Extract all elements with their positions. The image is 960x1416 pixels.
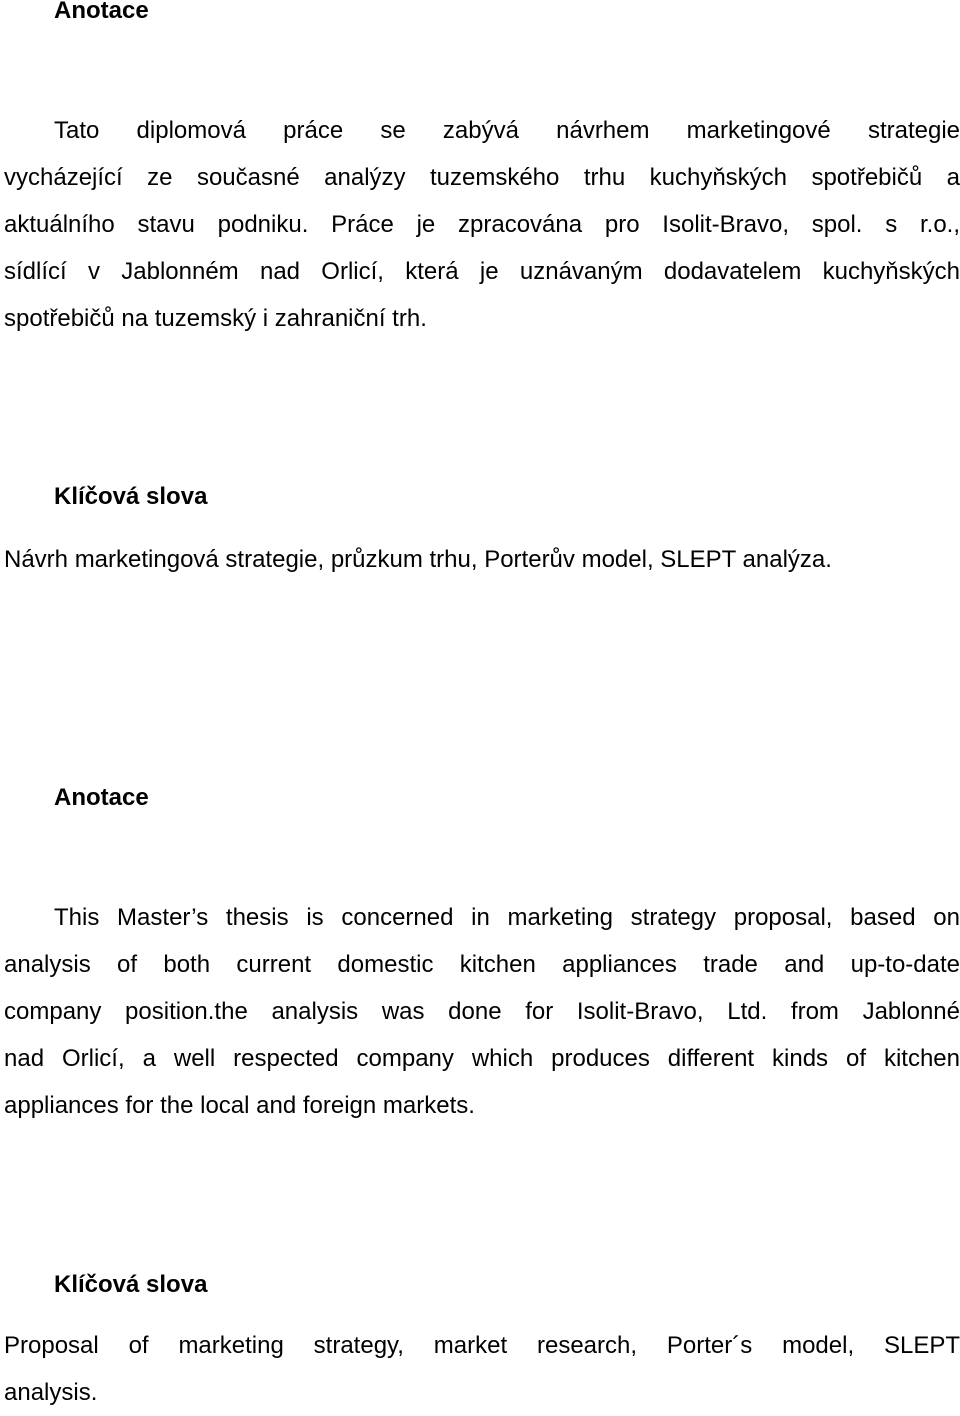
english-abstract-line: company position.the analysis was done for Isolit-Bravo, Ltd. from Jablonné [4, 998, 960, 1025]
english-keywords-line: Proposal of marketing strategy, market research, Porter´s model, SLEPT [4, 1332, 960, 1359]
english-abstract-paragraph [4, 894, 960, 1129]
czech-abstract-line: vycházející ze současné analýzy tuzemského trhu kuchyňských spotřebičů a [4, 164, 960, 191]
czech-keywords-line: Návrh marketingová strategie, průzkum trhu, Porterův model, SLEPT analýza. [4, 546, 832, 573]
czech-keywords-heading: Klíčová slova [54, 483, 208, 510]
english-abstract-heading: Anotace [54, 784, 149, 811]
czech-abstract-paragraph [4, 107, 960, 342]
english-keywords-line: analysis. [4, 1379, 98, 1406]
czech-abstract-heading: Anotace [54, 0, 149, 24]
czech-abstract-line: sídlící v Jablonném nad Orlicí, která je uznávaným dodavatelem kuchyňských [4, 258, 960, 285]
czech-abstract-line: Tato diplomová práce se zabývá návrhem marketingové strategie [54, 117, 960, 144]
czech-abstract-line: spotřebičů na tuzemský i zahraniční trh. [4, 305, 427, 332]
english-abstract-line: This Master’s thesis is concerned in marketing strategy proposal, based on [54, 904, 960, 931]
english-abstract-line: appliances for the local and foreign markets. [4, 1092, 475, 1119]
english-keywords-heading: Klíčová slova [54, 1271, 208, 1298]
english-abstract-line: analysis of both current domestic kitchen appliances trade and up-to-date [4, 951, 960, 978]
english-abstract-line: nad Orlicí, a well respected company which produces different kinds of kitchen [4, 1045, 960, 1072]
english-keywords-paragraph [4, 1322, 960, 1416]
czech-abstract-line: aktuálního stavu podniku. Práce je zpracována pro Isolit-Bravo, spol. s r.o., [4, 211, 960, 238]
czech-keywords-text [4, 536, 960, 583]
